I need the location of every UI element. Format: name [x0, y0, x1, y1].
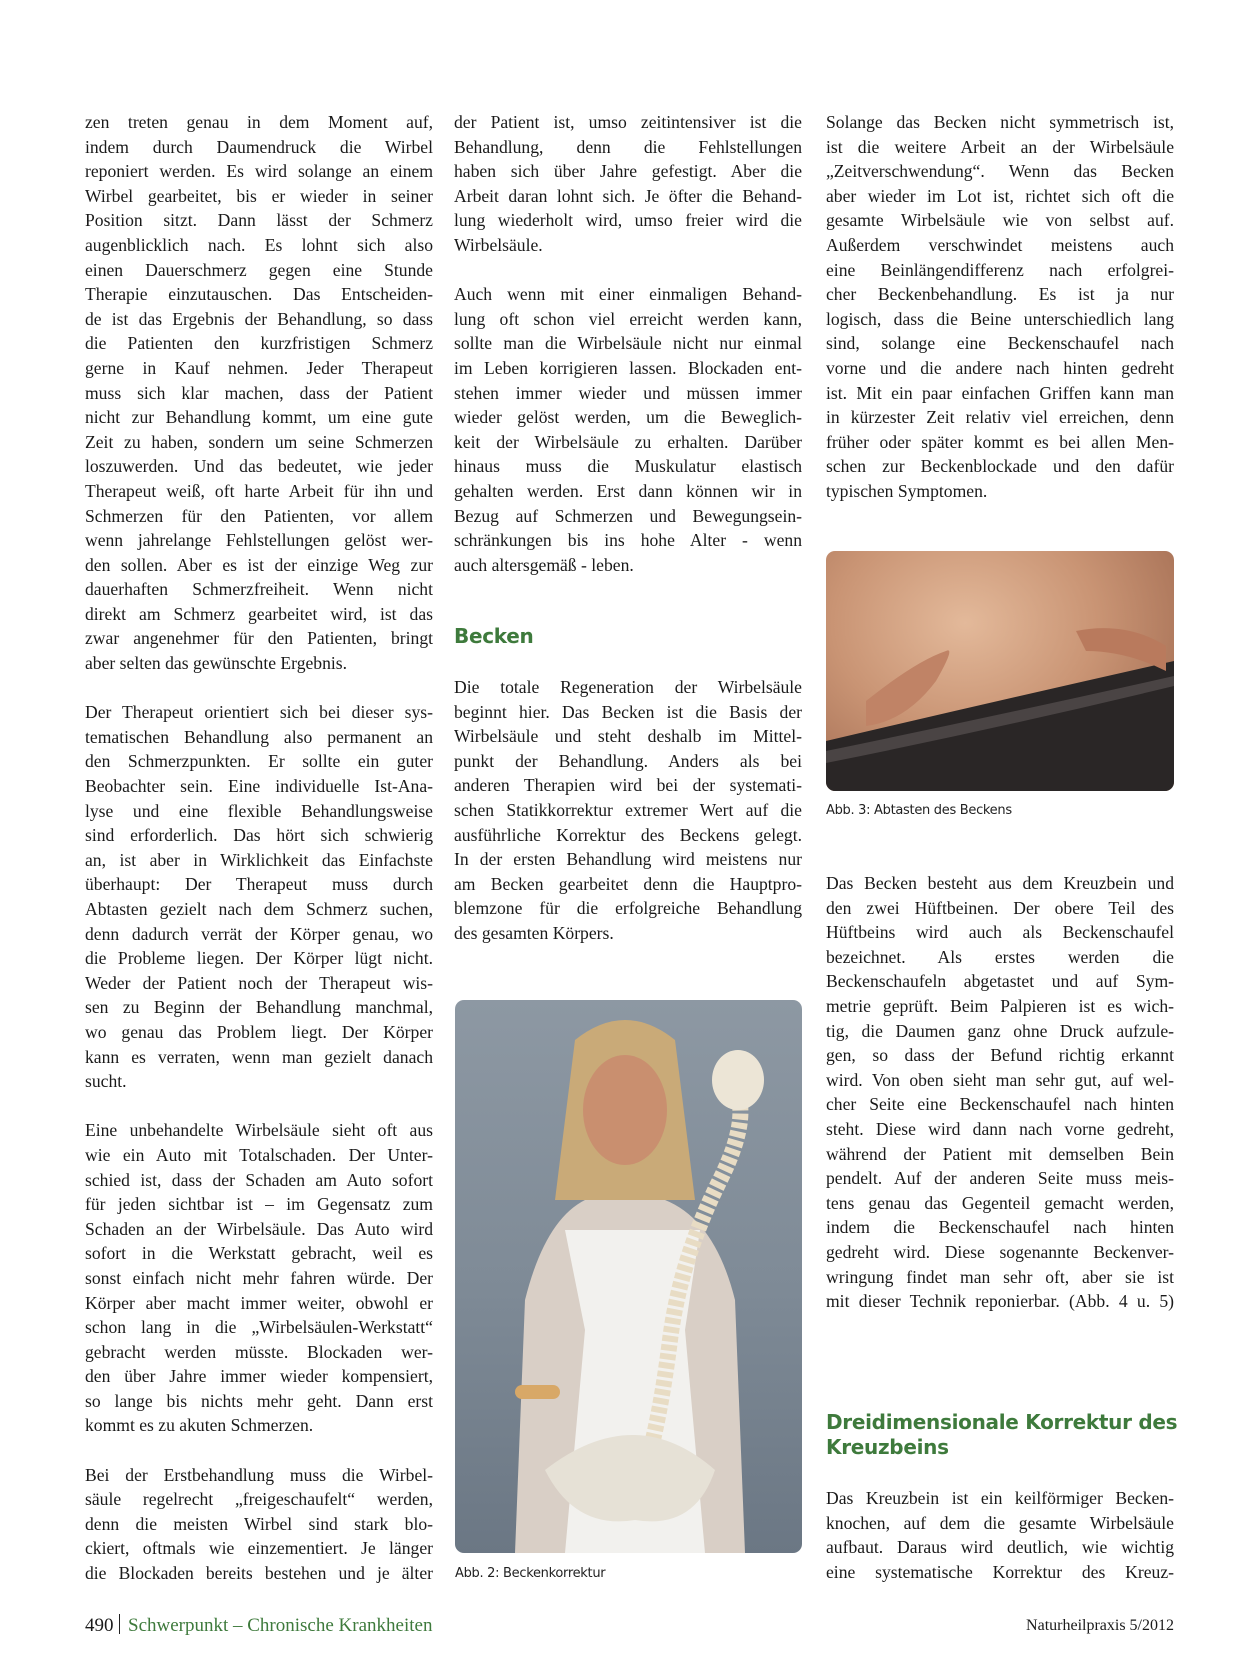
text-line: überhaupt: Der Therapeut muss durch	[85, 874, 433, 895]
text-line: Bezug auf Schmerzen und Bewegungsein-	[454, 505, 802, 526]
text-line: Die totale Regeneration der Wirbelsäule	[454, 677, 802, 697]
text-line: logisch, dass die Beine unterschiedlich lang	[826, 308, 1174, 329]
text-line: sonst einfach nicht mehr fahren würde. Der	[85, 1267, 433, 1288]
figure-abtasten-photo	[826, 551, 1174, 791]
text-line: wo genau das Problem liegt. Der Körper	[85, 1021, 433, 1042]
text-line: schied ist, dass der Schaden am Auto sofort	[85, 1169, 433, 1190]
column-1-text	[85, 110, 433, 1586]
text-line: Wirbel gearbeitet, bis er wieder in seiner	[85, 185, 433, 206]
text-line: Beckenschaufeln abgetastet und auf Sym-	[826, 971, 1174, 992]
text-line: tematischen Behandlung also permanent an	[85, 726, 433, 747]
text-line: anderen Therapien wird bei der systemati-	[454, 775, 802, 796]
text-line: mit dieser Technik reponierbar. (Abb. 4 u. 5)	[826, 1291, 1174, 1312]
text-line: auch altersgemäß - leben.	[454, 554, 634, 575]
text-line: Schmerzen für den Patienten, vor allem	[85, 505, 433, 526]
text-line: die Probleme liegen. Der Körper lügt nicht.	[85, 948, 433, 969]
text-line: indem die Beckenschaufel nach hinten	[826, 1217, 1174, 1238]
text-line: wird. Von oben sieht man sehr gut, auf wel-	[826, 1069, 1174, 1090]
text-line: Außerdem verschwindet meistens auch	[826, 234, 1174, 255]
text-line: Arbeit daran lohnt sich. Je öfter die Behand-	[454, 185, 802, 206]
text-line: den Schmerzpunkten. Er sollte ein guter	[85, 751, 433, 772]
text-line: am Becken gearbeitet denn die Hauptpro-	[454, 873, 802, 894]
text-line: sen zu Beginn der Behandlung manchmal,	[85, 997, 433, 1018]
text-line: wringung findet man sehr oft, aber sie ist	[826, 1266, 1174, 1287]
text-line: knochen, auf dem die gesamte Wirbelsäule	[826, 1512, 1174, 1533]
text-line: nicht zur Behandlung kommt, um eine gute	[85, 407, 433, 428]
figure-2-caption: Abb. 2: Beckenkorrektur	[455, 1566, 606, 1581]
text-line: eine systematische Korrektur des Kreuz-	[826, 1561, 1174, 1582]
text-line: sollte man die Wirbelsäule nicht nur einmal	[454, 333, 802, 354]
text-line: ausführliche Korrektur des Beckens gelegt.	[454, 824, 802, 845]
text-line: Hüftbeins wird auch als Beckenschaufel	[826, 922, 1174, 943]
heading-line: Kreuzbeins	[826, 1434, 949, 1459]
text-line: gebracht werden müsste. Blockaden wer-	[85, 1341, 433, 1362]
text-line: in kürzester Zeit relativ viel erreichen, denn	[826, 407, 1174, 428]
text-line: aber wieder im Lot ist, richtet sich oft die	[826, 185, 1174, 206]
text-line: kommt es zu akuten Schmerzen.	[85, 1415, 314, 1436]
text-line: sucht.	[85, 1071, 127, 1092]
text-line: indem durch Daumendruck die Wirbel	[85, 136, 433, 157]
text-line: die Blockaden bereits bestehen und je älter	[85, 1563, 433, 1584]
text-line: denn dadurch verrät der Körper genau, wo	[85, 923, 433, 944]
text-line: gerne in Kauf nehmen. Jeder Therapeut	[85, 357, 433, 378]
text-line: tig, die Daumen ganz ohne Druck aufzule-	[826, 1020, 1174, 1041]
text-line: dauerhaften Schmerzfreiheit. Wenn nicht	[85, 579, 433, 600]
text-line: ckiert, oftmals wie einzementiert. Je länger	[85, 1538, 433, 1559]
text-line: schon lang in die „Wirbelsäulen-Werkstatt“	[85, 1317, 433, 1338]
text-line: Behandlung, denn die Fehlstellungen	[454, 136, 802, 157]
text-line: typischen Symptomen.	[826, 480, 988, 501]
text-line: Weder der Patient noch der Therapeut wis-	[85, 972, 433, 993]
text-line: tens genau das Gegenteil gemacht werden,	[826, 1192, 1174, 1213]
text-line: sind erforderlich. Das hört sich schwierig	[85, 825, 433, 846]
text-line: kann es verraten, wenn man gezielt danach	[85, 1046, 433, 1067]
text-line: Wirbelsäule und steht deshalb im Mittel-	[454, 726, 802, 747]
text-line: einen Dauerschmerz gegen eine Stunde	[85, 259, 433, 280]
text-line: ist. Mit ein paar einfachen Griffen kann man	[826, 382, 1174, 403]
text-line: an, ist aber in Wirklichkeit das Einfachste	[85, 849, 433, 870]
page-number: 490	[85, 1615, 114, 1636]
text-line: der Patient ist, umso zeitintensiver ist die	[454, 112, 802, 132]
column-2-text-becken	[454, 675, 802, 946]
text-line: wieder gelöst werden, um die Beweglich-	[454, 407, 802, 428]
text-line: Auch wenn mit einer einmaligen Behand-	[454, 284, 802, 305]
journal-issue: Naturheilpraxis 5/2012	[1026, 1617, 1174, 1634]
paragraph-break	[85, 676, 433, 701]
text-line: gen, so dass der Befund richtig erkannt	[826, 1045, 1174, 1066]
text-line: metrie geprüft. Beim Palpieren ist es wich-	[826, 995, 1174, 1016]
column-3-text-intro	[826, 110, 1174, 504]
text-line: lung wiederholt wird, umso freier wird die	[454, 210, 802, 231]
text-line: Zeit zu haben, sondern um seine Schmerzen	[85, 431, 433, 452]
text-line: augenblicklich nach. Es lohnt sich also	[85, 234, 433, 255]
column-3-text-becken	[826, 871, 1174, 1314]
text-line: vorne und die andere nach hinten gedreht	[826, 357, 1174, 378]
text-line: zwar angenehmer für den Patienten, bringt	[85, 628, 433, 649]
text-line: keit der Wirbelsäule zu erhalten. Darüber	[454, 431, 802, 452]
text-line: cher Seite eine Beckenschaufel nach hinten	[826, 1094, 1174, 1115]
text-line: lung oft schon viel erreicht werden kann,	[454, 308, 802, 329]
text-line: wie ein Auto mit Totalschaden. Der Unter-	[85, 1144, 433, 1165]
text-line: Abtasten gezielt nach dem Schmerz suchen,	[85, 899, 433, 919]
text-line: lyse und eine flexible Behandlungsweise	[85, 800, 433, 821]
text-line: zen treten genau in dem Moment auf,	[85, 112, 433, 132]
text-line: im Leben korrigieren lassen. Blockaden ent-	[454, 357, 802, 378]
paragraph-break	[85, 1094, 433, 1119]
text-line: säule regelrecht „freigeschaufelt“ werden,	[85, 1489, 433, 1510]
text-line: reponiert werden. Es wird solange an einem	[85, 161, 433, 182]
text-line: Das Becken besteht aus dem Kreuzbein und	[826, 873, 1174, 893]
section-heading-kreuzbein	[826, 1410, 1186, 1459]
text-line: Das Kreuzbein ist ein keilförmiger Becken-	[826, 1488, 1174, 1508]
text-line: Der Therapeut orientiert sich bei dieser sys-	[85, 702, 433, 723]
text-line: Schaden an der Wirbelsäule. Das Auto wird	[85, 1218, 433, 1239]
text-line: schränkungen bis ins hohe Alter - wenn	[454, 530, 802, 551]
pelvis-palpation-image	[826, 551, 1174, 791]
text-line: schen zur Beckenblockade und den dafür	[826, 456, 1174, 477]
text-line: so lange bis nichts mehr geht. Dann erst	[85, 1390, 433, 1411]
text-line: die Patienten den kurzfristigen Schmerz	[85, 333, 433, 354]
figure-beckenkorrektur-photo	[455, 1000, 802, 1553]
text-line: Bei der Erstbehandlung muss die Wirbel-	[85, 1464, 433, 1485]
figure-3-caption: Abb. 3: Abtasten des Beckens	[826, 803, 1012, 818]
text-line: haben sich über Jahre gefestigt. Aber die	[454, 161, 802, 182]
text-line: den zwei Hüftbeinen. Der obere Teil des	[826, 897, 1174, 918]
text-line: stehen immer wieder und müssen immer	[454, 382, 802, 403]
text-line: cher Beckenbehandlung. Es ist ja nur	[826, 284, 1174, 305]
text-line: beginnt hier. Das Becken ist die Basis der	[454, 701, 802, 722]
text-line: steht. Diese wird dann nach vorne gedreht,	[826, 1118, 1174, 1139]
text-line: Therapeut weiß, oft harte Arbeit für ihn und	[85, 480, 433, 501]
text-line: sofort in die Werkstatt gebracht, weil es	[85, 1243, 433, 1264]
text-line: Position sitzt. Dann lässt der Schmerz	[85, 210, 433, 231]
section-heading-becken: Becken	[454, 624, 534, 648]
section-title: Schwerpunkt – Chronische Krankheiten	[128, 1615, 433, 1636]
text-line: gesamte Wirbelsäule wie von selbst auf.	[826, 210, 1174, 231]
text-line: denn die meisten Wirbel sind stark blo-	[85, 1513, 433, 1534]
text-line: blemzone für die erfolgreiche Behandlung	[454, 898, 802, 919]
text-line: muss sich klar machen, dass der Patient	[85, 382, 433, 403]
text-line: „Zeitverschwendung“. Wenn das Becken	[826, 161, 1174, 182]
footer-divider	[119, 1614, 121, 1634]
paragraph-break	[85, 1438, 433, 1463]
text-line: Therapie einzutauschen. Das Entscheiden-	[85, 284, 433, 305]
paragraph-break	[454, 258, 802, 283]
woman-with-spine-model-image	[455, 1000, 802, 1553]
text-line: den über Jahre immer wieder kompensiert,	[85, 1366, 433, 1387]
text-line: Eine unbehandelte Wirbelsäule sieht oft aus	[85, 1120, 433, 1141]
text-line: pendelt. Auf der anderen Seite muss meis-	[826, 1168, 1174, 1189]
column-3-text-kreuzbein	[826, 1486, 1174, 1584]
text-line: früher oder später kommt es bei allen Men-	[826, 431, 1174, 452]
text-line: Solange das Becken nicht symmetrisch ist,	[826, 112, 1174, 132]
text-line: direkt am Schmerz gearbeitet wird, ist das	[85, 603, 433, 624]
text-line: loszuwerden. Und das bedeutet, wie jeder	[85, 456, 433, 477]
text-line: gehalten werden. Erst dann können wir in	[454, 480, 802, 501]
text-line: aufbaut. Daraus wird deutlich, wie wichtig	[826, 1537, 1174, 1558]
text-line: Körper aber macht immer weiter, obwohl er	[85, 1292, 433, 1313]
text-line: de ist das Ergebnis der Behandlung, so dass	[85, 308, 433, 329]
text-line: den sollen. Aber es ist der einzige Weg zur	[85, 554, 433, 575]
heading-line: Dreidimensionale Korrektur des	[826, 1410, 1178, 1434]
text-line: ist die weitere Arbeit an der Wirbelsäule	[826, 136, 1174, 157]
text-line: aber selten das gewünschte Ergebnis.	[85, 653, 348, 674]
text-line: hinaus muss die Muskulatur elastisch	[454, 456, 802, 477]
column-2-text-intro	[454, 110, 802, 577]
text-line: gedreht wird. Diese sogenannte Beckenver-	[826, 1241, 1174, 1262]
text-line: punkt der Behandlung. Anders als bei	[454, 750, 802, 771]
text-line: bezeichnet. Als erstes werden die	[826, 946, 1174, 967]
page-footer-left	[85, 1614, 432, 1637]
text-line: In der ersten Behandlung wird meistens nur	[454, 849, 802, 870]
text-line: während der Patient mit demselben Bein	[826, 1143, 1174, 1164]
text-line: eine Beinlängendifferenz nach erfolgrei-	[826, 259, 1174, 280]
text-line: des gesamten Körpers.	[454, 922, 614, 943]
text-line: Wirbelsäule.	[454, 234, 543, 255]
text-line: für jeden sichtbar ist – im Gegensatz zum	[85, 1194, 433, 1215]
text-line: schen Statikkorrektur extremer Wert auf die	[454, 799, 802, 820]
text-line: sind, solange eine Beckenschaufel nach	[826, 333, 1174, 354]
text-line: wenn jahrelange Fehlstellungen gelöst wer-	[85, 530, 433, 551]
text-line: Beobachter sein. Eine individuelle Ist-Ana-	[85, 776, 433, 797]
